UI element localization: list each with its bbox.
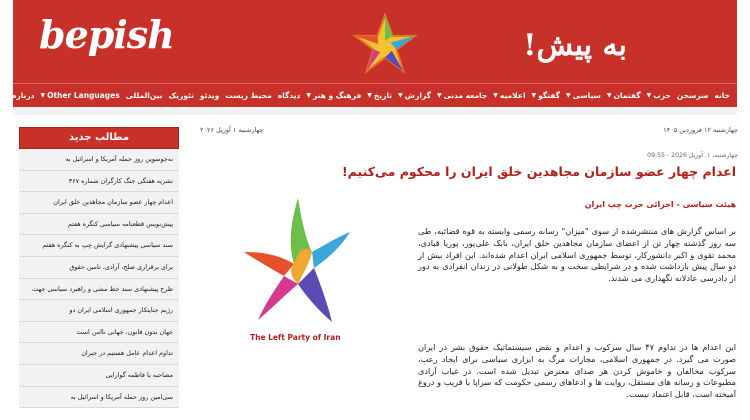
nav-item-3[interactable]	[604, 91, 644, 100]
nav-item-11[interactable]	[275, 91, 304, 100]
nav-item-15[interactable]	[123, 91, 166, 100]
chevron-down-icon: ▼	[367, 92, 372, 99]
article-author: هیئت سیاسی - اجرائی حزب چپ ایران	[584, 200, 736, 209]
post-meta: چهارشنبه, ۱. آوریل 2026 - 09:55	[647, 152, 738, 159]
chevron-down-icon: ▼	[40, 92, 46, 99]
nav-item-label: سیاسی	[572, 91, 601, 100]
gregorian-date: چهارشنبه ۱ آوریل ۲۰۲۶	[200, 126, 264, 134]
article-title[interactable]: اعدام چهار عضو سازمان مجاهدین خلق ایران را محکوم می‌کنیم!	[341, 164, 736, 179]
nav-item-label: فرهنگ و هنر	[312, 91, 362, 100]
chevron-down-icon: ▼	[493, 92, 498, 99]
sidebar-item[interactable]: پیش‌نویس قطعنامه سیاسی کنگره هفتم	[19, 214, 179, 236]
chevron-down-icon: ▼	[566, 92, 571, 99]
article-paragraph-2: این اعدام ها در تداوم ۴۷ سال سرکوب و اعدام و نقض سیستماتیک حقوق بشر در ایران صورت می گیرد. در جمهوری اسلامی، مجازات مرگ به ابزاری سیاسی برای ایجاد رعب، سرکوب مخالفان و خاموش کردن هر صدای معترض تبدیل شده است. در غیاب آزادی مطبوعات و رسانه های مستقل، روایت ها و ادعاهای رسمی حکومت که سراپا با فریب و دروغ آمیخته است، قابل اعتماد نیست.	[418, 342, 736, 400]
sidebar-item[interactable]: سند سیاسی پیشنهادی گرایش چپ به کنگره هفتم	[19, 235, 179, 257]
nav-item-label: جامعه مدنی	[443, 91, 488, 100]
sidebar-item[interactable]: جهان بدون قانون، جهانی ناامن است	[19, 322, 179, 344]
nav-item-label: بین‌المللی	[125, 91, 163, 100]
sidebar-title: مطالب جدید	[19, 127, 179, 149]
persian-date: چهارشنبه ۱۲ فروردین ۱۴۰۵	[663, 126, 738, 134]
nav-item-label: Other Languages	[47, 91, 120, 100]
chevron-down-icon: ▼	[606, 92, 612, 99]
chevron-down-icon: ▼	[436, 92, 442, 99]
sidebar-item[interactable]: اعدام چهار عضو سازمان مجاهدین خلق ایران	[19, 192, 179, 214]
site-header	[13, 0, 737, 83]
left-party-star-icon	[240, 192, 352, 342]
sidebar-item[interactable]: سی‌امین روز حمله آمریکا و اسرائیل به	[19, 387, 179, 409]
nav-item-label: خانه	[714, 91, 730, 100]
nav-item-label: اعلامیه	[499, 91, 526, 100]
nav-item-2[interactable]	[644, 91, 674, 100]
nav-item-13[interactable]	[197, 91, 222, 100]
nav-item-6[interactable]	[490, 91, 528, 100]
nav-item-14[interactable]	[166, 91, 197, 100]
sidebar-item[interactable]: مصاحبه با فاطمه گوارایی	[19, 365, 179, 387]
nav-item-label: سرسخن	[676, 91, 709, 100]
nav-item-label: گفتگو	[538, 91, 561, 100]
nav-item-label: دیدگاه	[277, 91, 301, 100]
sidebar-item[interactable]: نشریه هفتگی جنگ کارگران شماره ۳۶۷	[19, 171, 179, 193]
nav-item-5[interactable]	[529, 91, 564, 100]
sidebar-item[interactable]: نه‌جوسوین روز حمله آمریکا و اسرائیل به	[19, 149, 179, 171]
nav-item-label: تئوریک	[168, 91, 194, 100]
sidebar-item[interactable]: طرح پیشنهادی سند خط مشی و راهبرد سیاسی جهت	[19, 279, 179, 301]
nav-item-12[interactable]	[222, 91, 274, 100]
nav-item-7[interactable]	[434, 91, 490, 100]
nav-item-label: درباره ما	[1, 91, 35, 100]
nav-item-9[interactable]	[364, 91, 395, 100]
chevron-down-icon: ▼	[306, 92, 311, 99]
nav-item-label: گفتمان	[613, 91, 641, 100]
logo-persian[interactable]: به پیش!	[523, 28, 627, 63]
nav-item-label: محیط زیست	[225, 91, 272, 100]
nav-item-8[interactable]	[395, 91, 434, 100]
sidebar-item[interactable]: تداوم اعدام عامل هستیم در جبران	[19, 343, 179, 365]
article-paragraph-1: بر اساس گزارش های منتشرشده از سوی "میزان" رسانه رسمی وابسته به قوه قضائیه، طی سه روز گذشته چهار تن از اعضای سازمان مجاهدین خلق ایران، بابک علی‌پور، پوریا قبادی، محمد تقوی و اکبر دانشورکار، توسط جمهوری اسلامی ایران اعدام شده‌اند. این افراد بیش از دو سال پیش بازداشت شده و در شرایطی سخت و به شکل طولانی در زندان انفرادی به دور از دادرسی عادلانه نگهداری می‌ شدند.	[418, 226, 736, 284]
sidebar-list	[19, 149, 179, 408]
party-logo-caption: The Left Party of Iran	[250, 333, 341, 342]
logo-latin[interactable]: bepish	[39, 12, 174, 57]
nav-item-0[interactable]	[711, 91, 733, 100]
nav-item-4[interactable]	[563, 91, 604, 100]
sidebar-item[interactable]: رژیم جنایتکار جمهوری اسلامی ایران دو	[19, 300, 179, 322]
nav-item-label: حزب	[653, 91, 671, 100]
nav-item-label: تاریخ	[373, 91, 393, 100]
nav-item-1[interactable]	[674, 91, 712, 100]
nav-item-16[interactable]	[38, 91, 123, 100]
sidebar-item[interactable]: برای برقراری صلح، آزادی، تامین حقوق	[19, 257, 179, 279]
nav-item-label: گزارش	[404, 91, 431, 100]
chevron-down-icon: ▼	[398, 92, 403, 99]
sidebar-latest	[19, 127, 179, 408]
nav-item-17[interactable]	[0, 91, 38, 100]
nav-shadow	[13, 107, 737, 115]
main-nav	[1, 83, 737, 107]
chevron-down-icon: ▼	[646, 92, 652, 99]
chevron-down-icon: ▼	[531, 92, 537, 99]
star-logo-icon[interactable]	[351, 10, 419, 78]
nav-item-10[interactable]	[303, 91, 364, 100]
nav-item-label: ویدئو	[199, 91, 220, 100]
